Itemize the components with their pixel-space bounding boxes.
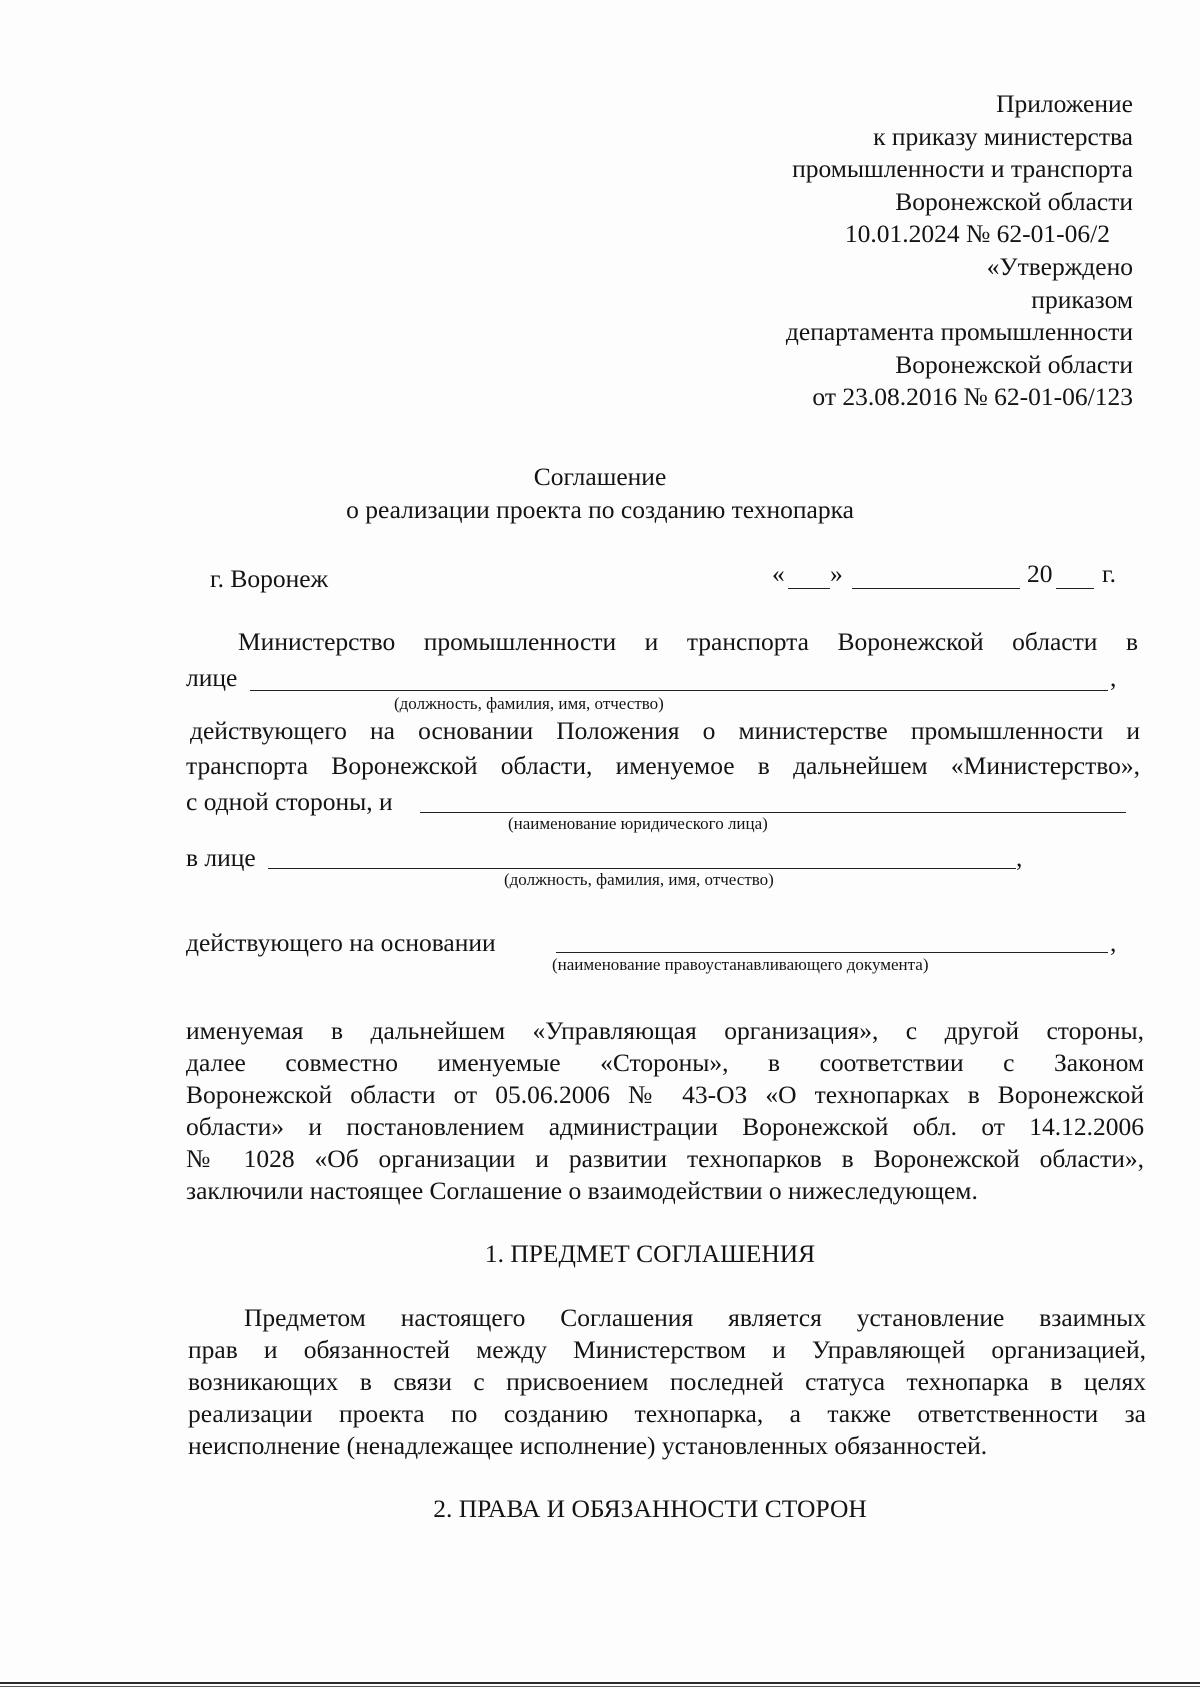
date-close-quote: » [830,559,843,588]
comma: , [1110,663,1117,692]
preamble-line: далее совместно именуемые «Стороны», в соответствии с Законом [186,1048,1144,1077]
comma: , [1110,928,1117,957]
basis-line: транспорта Воронежской области, именуемое в дальнейшем «Министерство», [186,751,1140,780]
header-line: Воронежской области [895,349,1133,379]
in-face-label-2: в лице [186,843,256,872]
scan-edge-line [0,1686,1200,1687]
preamble-line: Воронежской области от 05.06.2006 № 43-ОЗ «О технопарках в Воронежской [186,1080,1144,1109]
basis-line: действующего на основании Положения о министерстве промышленности и [190,716,1140,745]
header-line: Воронежской области [895,186,1133,216]
header-line: к приказу министерства [873,121,1133,151]
section1-heading: 1. ПРЕДМЕТ СОГЛАШЕНИЯ [484,1239,816,1268]
comma: , [1016,843,1023,872]
ministry-rep-blank [250,690,1108,691]
caption-legal-entity: (наименование юридического лица) [508,814,768,833]
header-line: департамента промышленности [785,317,1133,347]
one-side-label: с одной стороны, и [186,787,393,816]
section2-heading: 2. ПРАВА И ОБЯЗАННОСТИ СТОРОН [433,1494,867,1523]
preamble-line-last: заключили настоящее Соглашение о взаимодействии о нижеследующем. [186,1176,978,1205]
city: г. Воронеж [210,564,329,593]
header-line: промышленности и транспорта [792,154,1133,184]
preamble-line: № 1028 «Об организации и развитии технопарков в Воронежской области», [186,1144,1144,1173]
document-title: Соглашение [533,462,667,491]
section1-line: реализации проекта по созданию технопарка, а также ответственности за [188,1399,1146,1428]
entity-rep-blank [268,868,1016,869]
section1-line-last: неисполнение (ненадлежащее исполнение) установленных обязанностей. [188,1431,988,1460]
header-line: Приложение [996,89,1133,118]
legal-entity-blank [420,812,1126,813]
month-blank [852,588,1020,589]
caption-position-name-2: (должность, фамилия, имя, отчество) [504,870,774,889]
document-subtitle: о реализации проекта по созданию технопарка [346,495,854,524]
header-line: «Утверждено [986,251,1133,281]
header-line: приказом [1031,284,1133,314]
scan-edge-line [0,1682,1200,1684]
preamble-line: области» и постановлением администрации Воронежской обл. от 14.12.2006 [186,1112,1144,1141]
approval-header [613,88,1133,414]
day-blank [788,588,830,589]
caption-document: (наименование правоустанавливающего документа) [552,955,929,974]
acting-on-label: действующего на основании [186,928,496,957]
year-blank [1056,588,1094,589]
caption-position-name: (должность, фамилия, имя, отчество) [394,694,664,713]
date-open-quote: « [772,559,785,588]
header-order-date: 10.01.2024 № 62-01-06/2 [844,219,1110,249]
year-prefix: 20 [1027,559,1053,588]
section1-line: возникающих в связи с присвоением последней статуса технопарка в целях [188,1367,1146,1396]
ministry-line: Министерство промышленности и транспорта Воронежской области в [238,627,1138,656]
header-line: от 23.08.2016 № 62-01-06/123 [812,382,1133,412]
year-suffix: г. [1102,559,1116,588]
document-blank [556,952,1108,953]
section1-line: Предметом настоящего Соглашения является установление взаимных [244,1303,1146,1332]
section1-line: прав и обязанностей между Министерством и Управляющей организацией, [188,1335,1146,1364]
in-face-label: лице [186,663,238,692]
preamble-line: именуемая в дальнейшем «Управляющая организация», с другой стороны, [186,1016,1144,1045]
